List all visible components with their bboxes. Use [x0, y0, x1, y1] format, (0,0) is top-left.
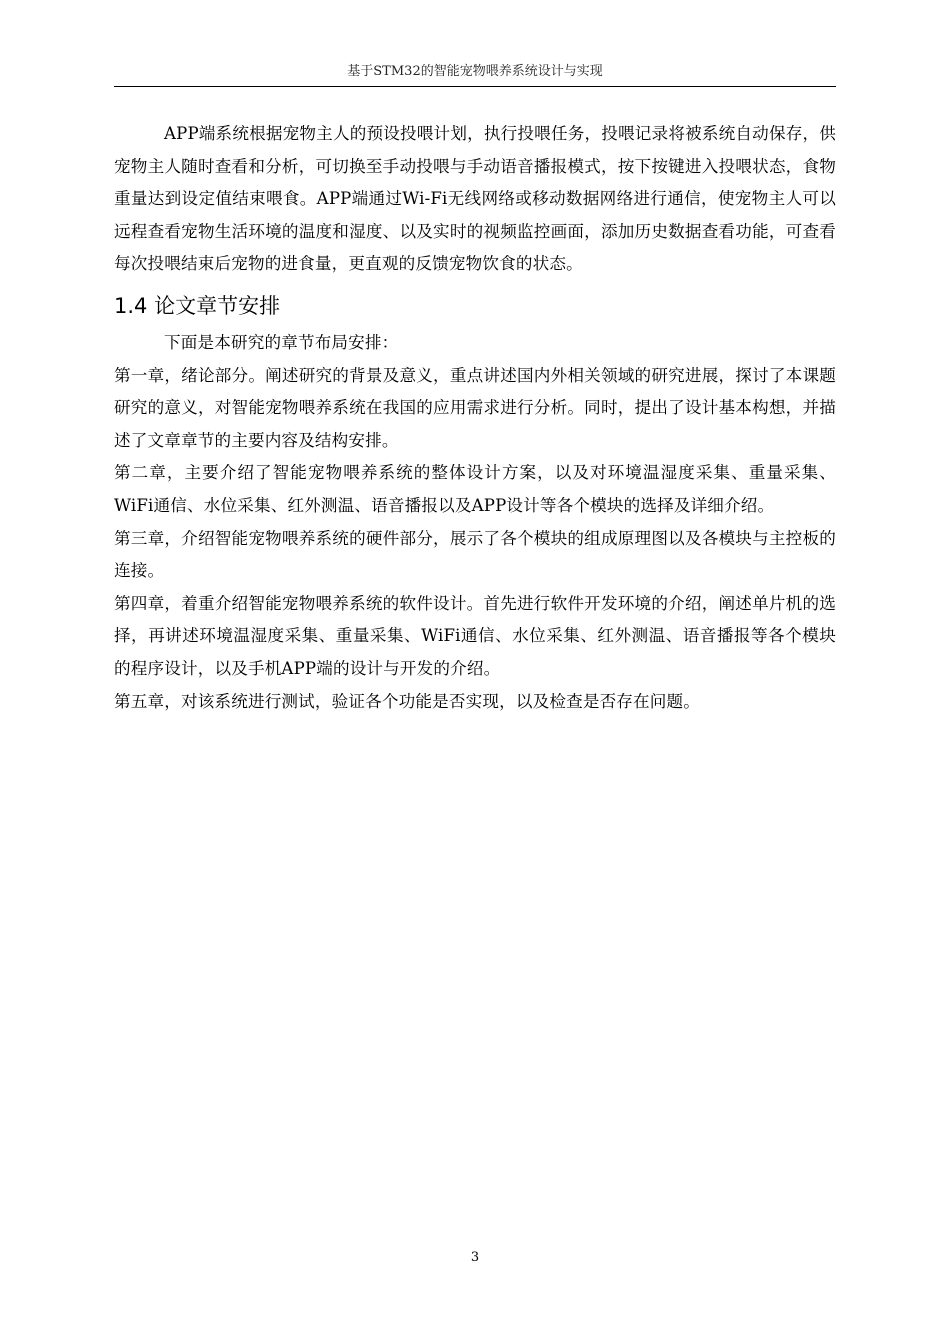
- page-number: 3: [470, 1250, 480, 1265]
- running-header: 基于STM32的智能宠物喂养系统设计与实现: [347, 64, 603, 79]
- header-divider: [114, 86, 836, 87]
- intro-paragraph: APP端系统根据宠物主人的预设投喂计划，执行投喂任务，投喂记录将被系统自动保存，供宠物主人随时查看和分析，可切换至手动投喂与手动语音播报模式，按下按键进入投喂状态，食物重量达到设定值结束喂食。APP端通过Wi-Fi无线网络或移动数据网络进行通信，使宠物主人可以远程查看宠物生活环境的温度和湿度、以及实时的视频监控画面，添加历史数据查看功能，可查看每次投喂结束后宠物的进食量，更直观的反馈宠物饮食的状态。: [114, 124, 836, 274]
- body-text: [114, 118, 836, 718]
- chapter-paragraph-1: 第一章，绪论部分。阐述研究的背景及意义，重点讲述国内外相关领域的研究进展，探讨了本课题研究的意义，对智能宠物喂养系统在我国的应用需求进行分析。同时，提出了设计基本构想，并描述了文章章节的主要内容及结构安排。: [114, 365, 836, 450]
- chapter-paragraph-5: 第五章，对该系统进行测试，验证各个功能是否实现，以及检查是否存在问题。: [114, 691, 701, 711]
- chapter-paragraph-4: 第四章，着重介绍智能宠物喂养系统的软件设计。首先进行软件开发环境的介绍，阐述单片机的选择，再讲述环境温湿度采集、重量采集、WiFi通信、水位采集、红外测温、语音播报等各个模块的程序设计，以及手机APP端的设计与开发的介绍。: [114, 593, 836, 678]
- chapter-paragraph-3: 第三章，介绍智能宠物喂养系统的硬件部分，展示了各个模块的组成原理图以及各模块与主控板的连接。: [114, 528, 836, 581]
- chapter-paragraph-2: 第二章，主要介绍了智能宠物喂养系统的整体设计方案，以及对环境温湿度采集、重量采集、WiFi通信、水位采集、红外测温、语音播报以及APP设计等各个模块的选择及详细介绍。: [114, 463, 836, 515]
- section-lead: 下面是本研究的章节布局安排：: [164, 332, 399, 352]
- section-heading: 1.4 论文章节安排: [114, 293, 281, 318]
